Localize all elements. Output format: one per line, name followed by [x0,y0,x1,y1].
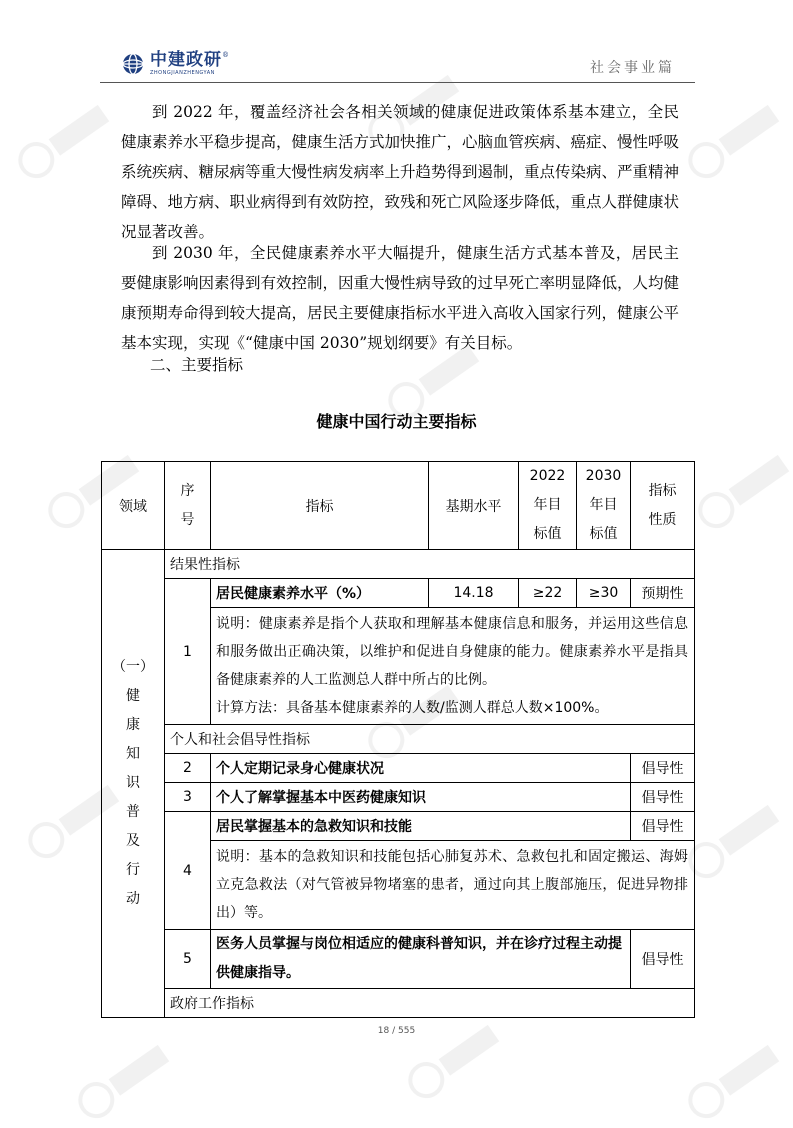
row-no: 3 [165,783,211,812]
header-domain: 领域 [102,462,165,550]
row-nature: 倡导性 [631,930,695,989]
row-target-2030: ≥30 [577,579,631,608]
row-indicator: 医务人员掌握与岗位相适应的健康科普知识，并在诊疗过程主动提供健康指导。 [211,930,631,989]
row-nature: 倡导性 [631,812,695,841]
table-title: 健康中国行动主要指标 [316,412,477,431]
header-target-2030: 2030 年目 标值 [577,462,631,550]
table-row [102,783,695,812]
row-description: 说明：健康素养是指个人获取和理解基本健康信息和服务，并运用这些信息和服务做出正确决策，以维护和促进自身健康的能力。健康素养水平是指具备健康素养的人工监测总人群中所占的比例。 [216,616,688,688]
paragraph-2030: 到 2030 年，全民健康素养水平大幅提升，健康生活方式基本普及，居民主要健康影响因素得到有效控制，因重大慢性病导致的过早死亡率明显降低，人均健康预期寿命得到较大提高，居民主要健康指标水平进入高收入国家行列，健康公平基本实现，实现《“健康中国 2030”规划纲要》有关目标。 [121,244,680,352]
indicator-table [101,461,695,1018]
logo-name: 中建政研 [150,50,222,70]
globe-icon [122,53,144,75]
row-no: 5 [165,930,211,989]
table-header-row [102,462,695,550]
row-indicator: 个人了解掌握基本中医药健康知识 [211,783,631,812]
paragraph-2022: 到 2022 年，覆盖经济社会各相关领域的健康促进政策体系基本建立，全民健康素养水平稳步提高，健康生活方式加快推广，心脑血管疾病、癌症、慢性呼吸系统疾病、糖尿病等重大慢性病发病率上升趋势得到遏制，重点传染病、严重精神障碍、地方病、职业病得到有效防控，致残和死亡风险逐步降低，重点人群健康状况显著改善。 [121,103,680,241]
table-row [102,930,695,989]
row-description: 说明：基本的急救知识和技能包括心肺复苏术、急救包扎和固定搬运、海姆立克急救法（对气管被异物堵塞的患者，通过向其上腹部施压，促进异物排出）等。 [211,841,695,930]
header-baseline: 基期水平 [429,462,519,550]
row-nature: 倡导性 [631,754,695,783]
row-nature: 预期性 [631,579,695,608]
row-baseline: 14.18 [429,579,519,608]
header-nature: 指标 性质 [631,462,695,550]
row-note [211,608,695,725]
header-no: 序 号 [165,462,211,550]
group-row-result [102,550,695,579]
row-no: 4 [165,812,211,930]
header-target-2022: 2022 年目 标值 [519,462,577,550]
page-header [100,44,695,83]
row-target-2022: ≥22 [519,579,577,608]
group-label-result: 结果性指标 [165,550,695,579]
table-row [102,812,695,841]
table-row [102,754,695,783]
row-no: 1 [165,579,211,725]
logo-pinyin: ZHONGJIANZHENGYAN [150,70,215,76]
row-method: 计算方法：具备基本健康素养的人数/监测人群总人数×100%。 [216,700,609,716]
group-row-government [102,989,695,1018]
row-nature: 倡导性 [631,783,695,812]
row-indicator: 居民掌握基本的急救知识和技能 [211,812,631,841]
brand-logo [122,52,229,76]
group-label-government: 政府工作指标 [165,989,695,1018]
section-title: 社会事业篇 [590,60,675,76]
row-indicator: 居民健康素养水平（%） [211,579,429,608]
row-no: 2 [165,754,211,783]
table-row [102,579,695,608]
group-label-advocacy: 个人和社会倡导性指标 [165,725,695,754]
group-row-advocacy [102,725,695,754]
subheading-main-indicators: 二、主要指标 [150,356,244,374]
domain-cell: （一） 健 康 知 识 普 及 行 动 [102,550,165,1018]
header-indicator: 指标 [211,462,429,550]
row-indicator: 个人定期记录身心健康状况 [211,754,631,783]
registered-mark: ® [222,51,229,59]
page-number: 18 / 555 [377,1026,416,1036]
